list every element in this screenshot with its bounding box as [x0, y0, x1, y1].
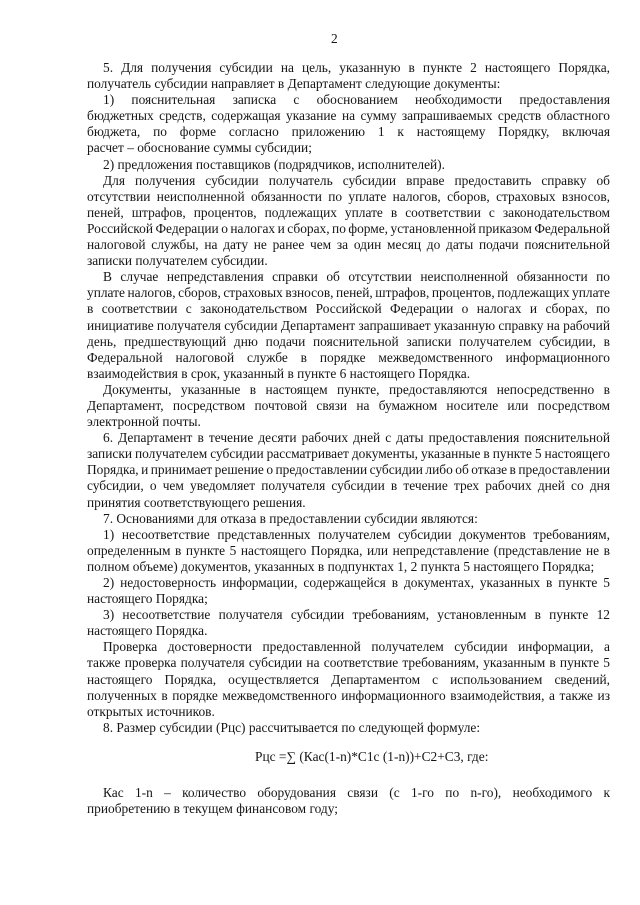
- text-line-content: приобретению в текущем финансовом году;: [87, 801, 338, 817]
- text-line-content: записки получателем субсидии.: [87, 253, 268, 269]
- text-line-content: Документы, указанные в настоящем пункте, предоставляются непосредственно в: [103, 381, 610, 397]
- text-line-content: день, предшествующий дню подачи пояснительной записки получателем субсидии, в: [87, 333, 610, 349]
- text-line: [87, 173, 610, 189]
- text-line: [87, 462, 610, 478]
- text-line-content: расчет – обоснование суммы субсидии;: [87, 140, 312, 156]
- paragraph: [87, 511, 610, 527]
- paragraph: [87, 382, 610, 430]
- text-line: [87, 801, 610, 817]
- text-line: [87, 124, 610, 140]
- paragraph: [87, 269, 610, 382]
- text-line: [87, 527, 610, 543]
- text-line: [87, 334, 610, 350]
- paragraph: [87, 430, 610, 510]
- text-line-content: полученных в порядке межведомственного информационного взаимодействия, а также из: [87, 687, 610, 703]
- text-line: [87, 688, 610, 704]
- document-body: [87, 60, 610, 817]
- text-line: [87, 559, 610, 575]
- text-line-content: электронной почты.: [87, 414, 201, 430]
- paragraph: [87, 527, 610, 575]
- text-line: [87, 785, 610, 801]
- text-line: [87, 495, 610, 511]
- text-line-content: принятия соответствующего решения.: [87, 494, 306, 510]
- text-line-content: уплате налогов, сборов, страховых взносов, пеней, штрафов, процентов, подлежащих уплате: [87, 285, 610, 301]
- text-line-content: В случае непредставления справки об отсутствии неисполненной обязанности по: [103, 269, 610, 285]
- paragraph: [87, 575, 610, 607]
- text-line-content: 8. Размер субсидии (Рцс) рассчитывается по следующей формуле:: [103, 719, 481, 735]
- text-line-content: Порядка, и принимает решение о предоставлении субсидии либо об отказе в предоставлении: [87, 462, 610, 478]
- text-line: [87, 269, 610, 285]
- paragraph: [87, 720, 610, 736]
- text-line-content: отсутствии неисполненной обязанности по уплате налогов, сборов, страховых взносов,: [87, 188, 610, 204]
- paragraph: [87, 607, 610, 639]
- text-line: [87, 414, 610, 430]
- text-line-content: инициативе получателя субсидии Департамент запрашивает указанную справку на рабочий: [87, 317, 610, 333]
- text-line-content: 2) предложения поставщиков (подрядчиков, исполнителей).: [103, 156, 445, 172]
- text-line-content: Кас 1-n – количество оборудования связи (с 1-го по n-го), необходимого к: [103, 785, 610, 801]
- text-line: [87, 398, 610, 414]
- subsidy-formula: [87, 749, 610, 765]
- text-line-content: полном объеме) документов, указанных в подпунктах 1, 2 пункта 5 настоящего Порядка;: [87, 558, 595, 574]
- text-line: [87, 108, 610, 124]
- text-line-content: настоящего Порядка.: [87, 623, 208, 639]
- paragraph: [87, 785, 610, 817]
- text-line: [87, 575, 610, 591]
- text-line: [87, 318, 610, 334]
- text-line: [87, 704, 610, 720]
- text-line-content: Проверка достоверности предоставленной получателем субсидии информации, а: [103, 639, 610, 655]
- text-line: [87, 382, 610, 398]
- text-line-content: также проверка получателя субсидии на соответствие требованиям, указанным в пункте 5: [87, 655, 610, 671]
- paragraph: [87, 173, 610, 270]
- text-line: [87, 221, 610, 237]
- text-line: [87, 366, 610, 382]
- text-line: [87, 672, 610, 688]
- text-line-content: бюджета, по форме согласно приложению 1 к настоящему Порядку, включая: [87, 124, 610, 140]
- formula-text: Рцс =∑ (Кас(1-n)*С1с (1-n))+С2+С3, где:: [255, 748, 489, 764]
- text-line: [87, 430, 610, 446]
- text-line-content: налоговой службы, на дату не ранее чем за один месяц до даты подачи пояснительной: [87, 237, 610, 253]
- text-line-content: пеней, штрафов, процентов, подлежащих уплате в соответствии с законодательством: [87, 204, 610, 220]
- text-line: [87, 237, 610, 253]
- formula-definitions: [87, 785, 610, 817]
- text-line: [87, 350, 610, 366]
- text-line-content: определенным в пункте 5 настоящего Порядка, или непредставление (представление не в: [87, 542, 610, 558]
- text-line: [87, 591, 610, 607]
- text-line: [87, 76, 610, 92]
- text-line: [87, 92, 610, 108]
- page-number: 2: [331, 31, 338, 46]
- text-line: [87, 478, 610, 494]
- text-line-content: 1) несоответствие представленных получателем субсидии документов требованиям,: [103, 526, 610, 542]
- text-line: [87, 623, 610, 639]
- text-line-content: записки получателем субсидии рассматривает документы, указанные в пункте 5 настоящего: [87, 446, 610, 462]
- paragraph: [87, 60, 610, 92]
- text-line: [87, 60, 610, 76]
- paragraph: [87, 639, 610, 719]
- text-line-content: 5. Для получения субсидии на цель, указанную в пункте 2 настоящего Порядка,: [103, 60, 610, 75]
- text-line: [87, 655, 610, 671]
- text-line-content: Для получения субсидии получатель субсидии вправе предоставить справку об: [103, 172, 610, 188]
- text-line: [87, 301, 610, 317]
- text-line: [87, 189, 610, 205]
- text-line: [87, 543, 610, 559]
- text-line: [87, 205, 610, 221]
- paragraphs-section: [87, 60, 610, 736]
- text-line-content: Российской Федерации о налогах и сборах, по форме, установленной приказом Федеральной: [87, 220, 610, 236]
- text-line: [87, 607, 610, 623]
- text-line-content: бюджетных средств, содержащая указание на сумму запрашиваемых средств областного: [87, 108, 610, 124]
- text-line: [87, 157, 610, 173]
- text-line-content: 2) недостоверность информации, содержащейся в документах, указанных в пункте 5: [103, 575, 610, 590]
- text-line-content: настоящего Порядка, осуществляется Департаментом с использованием сведений,: [87, 671, 610, 687]
- text-line: [87, 639, 610, 655]
- text-line-content: Департамент, посредством почтовой связи на бумажном носителе или посредством: [87, 397, 610, 413]
- text-line-content: получатель субсидии направляет в Департамент следующие документы:: [87, 76, 501, 92]
- text-line-content: 7. Основаниями для отказа в предоставлении субсидии являются:: [103, 510, 478, 526]
- text-line-content: в соответствии с законодательством Российской Федерации о налогах и сборах, по: [87, 301, 610, 317]
- text-line: [87, 140, 610, 156]
- text-line-content: взаимодействия в срок, указанный в пункте 6 настоящего Порядка.: [87, 365, 471, 381]
- text-line-content: 3) несоответствие получателя субсидии требованиям, установленным в пункте 12: [103, 607, 610, 623]
- text-line-content: субсидии, о чем уведомляет получателя субсидии в течение трех рабочих дней со дня: [87, 478, 610, 494]
- paragraph: [87, 92, 610, 156]
- text-line: [87, 446, 610, 462]
- text-line-content: открытых источников.: [87, 703, 215, 719]
- text-line: [87, 511, 610, 527]
- paragraph: [87, 157, 610, 173]
- text-line-content: настоящего Порядка;: [87, 591, 208, 607]
- text-line-content: 1) пояснительная записка с обоснованием необходимости предоставления: [103, 92, 610, 108]
- text-line: [87, 253, 610, 269]
- text-line-content: 6. Департамент в течение десяти рабочих дней с даты предоставления пояснительной: [103, 430, 610, 446]
- text-line-content: Федеральной налоговой службе в порядке межведомственного информационного: [87, 349, 610, 365]
- text-line: [87, 720, 610, 736]
- text-line: [87, 285, 610, 301]
